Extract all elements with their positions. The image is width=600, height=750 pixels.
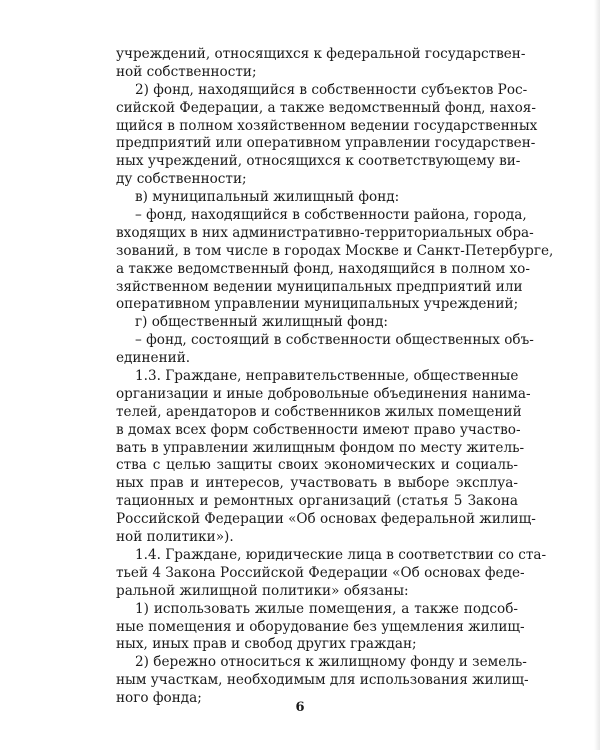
text-line: 2) бережно относиться к жилищному фонду и земель- bbox=[135, 654, 527, 671]
text-line: зяйственном ведении муниципальных предприятий или bbox=[116, 278, 523, 295]
text-line: а также ведомственный фонд, находящийся в полном хо- bbox=[116, 260, 530, 277]
text-line: 1.4. Граждане, юридические лица в соответствии со ста- bbox=[135, 546, 547, 563]
text-line: ства с целью защиты своих экономических и социаль- bbox=[116, 457, 518, 474]
text-line: ным участкам, необходимым для использования жилищ- bbox=[116, 672, 529, 689]
text-line: щийся в полном хозяйственном ведении государственных bbox=[116, 117, 538, 134]
text-line: 1) использовать жилые помещения, а также подсоб- bbox=[135, 600, 518, 617]
text-line: ных учреждений, относящихся к соответствующему ви- bbox=[116, 153, 521, 170]
text-line: ных, иных прав и свобод других граждан; bbox=[116, 636, 417, 653]
text-line: телей, арендаторов и собственников жилых помещений bbox=[116, 403, 522, 420]
text-line: г) общественный жилищный фонд: bbox=[135, 314, 388, 331]
text-line: в) муниципальный жилищный фонд: bbox=[135, 189, 400, 206]
text-line: вать в управлении жилищным фондом по месту житель- bbox=[116, 439, 525, 456]
text-line: – фонд, находящийся в собственности района, города, bbox=[135, 207, 527, 224]
text-line: единений. bbox=[116, 350, 191, 367]
text-line: предприятий или оперативном управлении государствен- bbox=[116, 135, 536, 152]
text-line: ные помещения и оборудование без ущемления жилищ- bbox=[116, 618, 525, 635]
page-number: 6 bbox=[295, 700, 305, 715]
text-line: ных прав и интересов, участвовать в выборе эксплуа- bbox=[116, 475, 518, 492]
text-line: 1.3. Граждане, неправительственные, общественные bbox=[135, 368, 519, 385]
text-line: Российской Федерации «Об основах федеральной жилищ- bbox=[116, 511, 536, 528]
text-line: организации и иные добровольные объединения нанима- bbox=[116, 385, 531, 402]
text-line: ной политики»). bbox=[116, 529, 234, 546]
text-line: входящих в них административно-территориальных обра- bbox=[116, 224, 534, 241]
text-line: – фонд, состоящий в собственности общественных объ- bbox=[135, 332, 534, 349]
text-line: ральной жилищной политики» обязаны: bbox=[116, 582, 409, 599]
text-line: ного фонда; bbox=[116, 690, 202, 707]
text-line: ной собственности; bbox=[116, 63, 257, 80]
body-text bbox=[116, 46, 554, 708]
text-line: ду собственности; bbox=[116, 171, 247, 188]
text-line: сийской Федерации, а также ведомственный фонд, нахоя- bbox=[116, 99, 536, 116]
page-edge-shadow bbox=[594, 0, 600, 750]
text-line: тационных и ремонтных организаций (статья 5 Закона bbox=[116, 493, 518, 510]
text-line: зований, в том числе в городах Москве и Санкт-Петербурге, bbox=[116, 242, 554, 259]
text-line: 2) фонд, находящийся в собственности субъектов Рос- bbox=[135, 81, 528, 98]
text-line: оперативном управлении муниципальных учреждений; bbox=[116, 296, 519, 313]
text-line: в домах всех форм собственности имеют право участво- bbox=[116, 421, 521, 438]
text-line: тьей 4 Закона Российской Федерации «Об основах феде- bbox=[116, 564, 525, 581]
text-line: учреждений, относящихся к федеральной государствен- bbox=[116, 46, 526, 62]
